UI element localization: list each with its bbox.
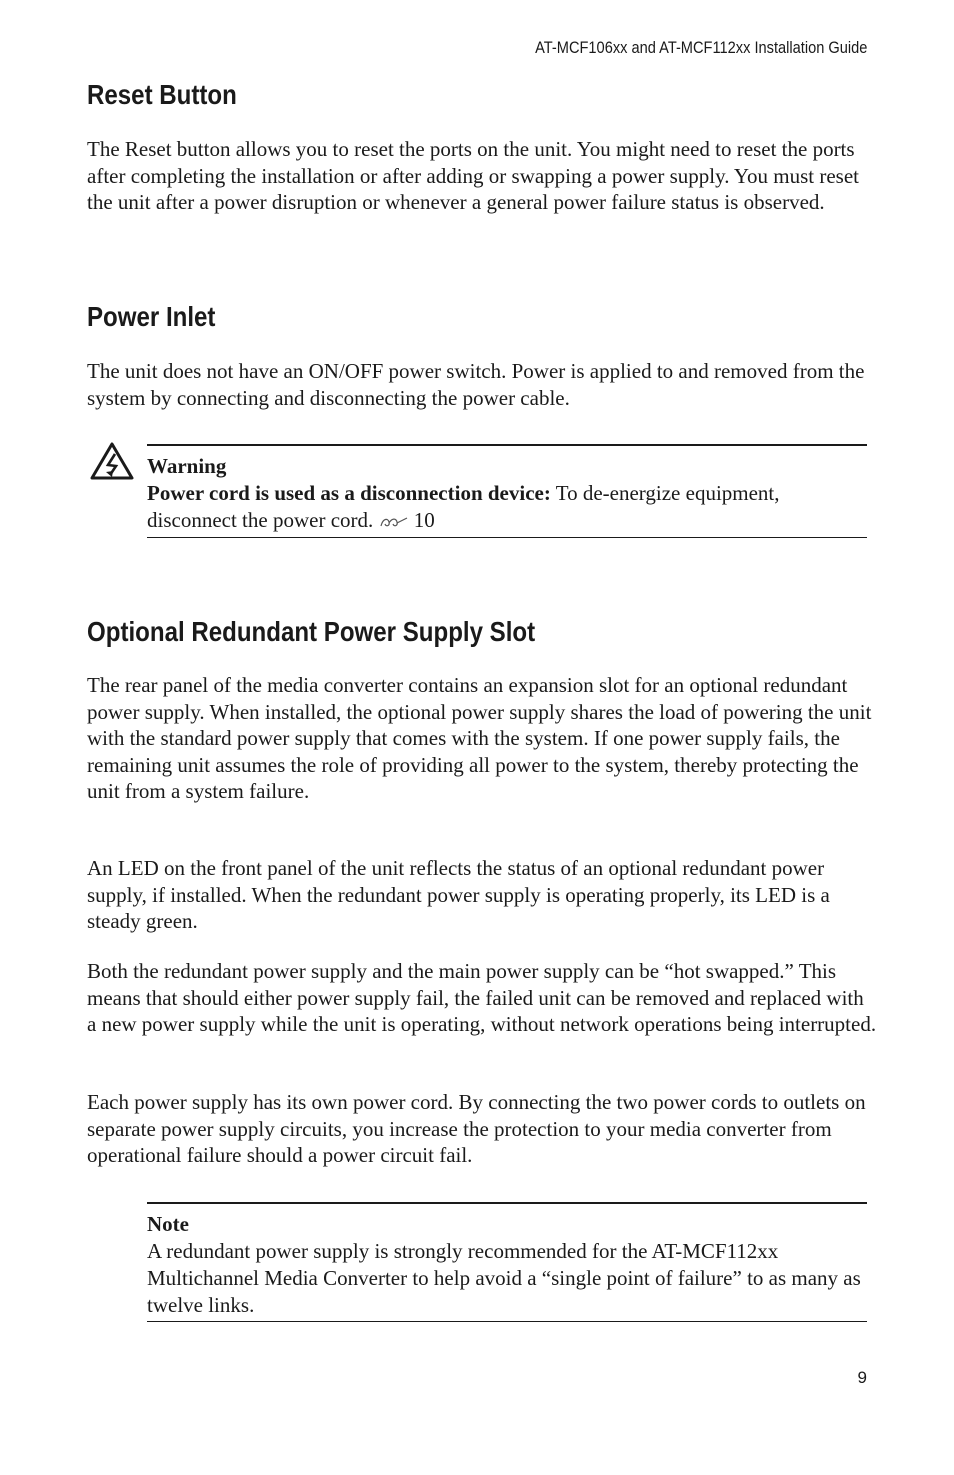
warning-bold-text: Power cord is used as a disconnection device: <box>147 481 551 505</box>
note-text: A redundant power supply is strongly recommended for the AT-MCF112xx Multichannel Media Converter to help avoid a “single point of failure” to as many as twelve links. <box>147 1239 861 1317</box>
redundant-paragraph-4: Each power supply has its own power cord. By connecting the two power cords to outlets on separate power supply circuits, you increase the protection to your media converter from operational failure should a power circuit fail. <box>87 1090 866 1167</box>
redundant-paragraph-1: The rear panel of the media converter contains an expansion slot for an optional redundant power supply. When installed, the optional power supply shares the load of powering the unit with the standard power supply that comes with the system. If one power supply fails, the remaining unit assumes the role of providing all power to the system, thereby protecting the unit from a system failure. <box>87 673 872 803</box>
reset-button-heading: Reset Button <box>87 79 237 110</box>
page-number: 9 <box>857 1368 867 1387</box>
redundant-paragraph-3: Both the redundant power supply and the main power supply can be “hot swapped.” This means that should either power supply fail, the failed unit can be removed and replaced with a new power supply while the unit is operating, without network operations being interrupted. <box>87 959 877 1036</box>
electrical-hazard-icon <box>89 441 135 481</box>
note-label: Note <box>147 1212 189 1236</box>
translated-warning-reference-icon <box>379 515 409 529</box>
warning-reference-number: 10 <box>413 508 435 532</box>
power-inlet-heading: Power Inlet <box>87 301 216 332</box>
redundant-paragraph-2: An LED on the front panel of the unit reflects the status of an optional redundant power supply, if installed. When the redundant power supply is operating properly, its LED is a steady green. <box>87 856 830 933</box>
running-header: AT-MCF106xx and AT-MCF112xx Installation Guide <box>534 38 867 57</box>
warning-label: Warning <box>147 454 227 478</box>
note-callout <box>147 1202 867 1322</box>
warning-callout <box>147 444 867 538</box>
reset-button-paragraph: The Reset button allows you to reset the ports on the unit. You might need to reset the ports after completing the installation or after adding or swapping a power supply. You must reset the unit after a power disruption or whenever a general power failure status is observed. <box>87 137 859 214</box>
power-inlet-paragraph: The unit does not have an ON/OFF power switch. Power is applied to and removed from the system by connecting and disconnecting the power cable. <box>87 359 865 410</box>
redundant-power-supply-heading: Optional Redundant Power Supply Slot <box>87 616 536 647</box>
warning-text: To de-energize equipment, disconnect the power cord. <box>147 481 780 532</box>
